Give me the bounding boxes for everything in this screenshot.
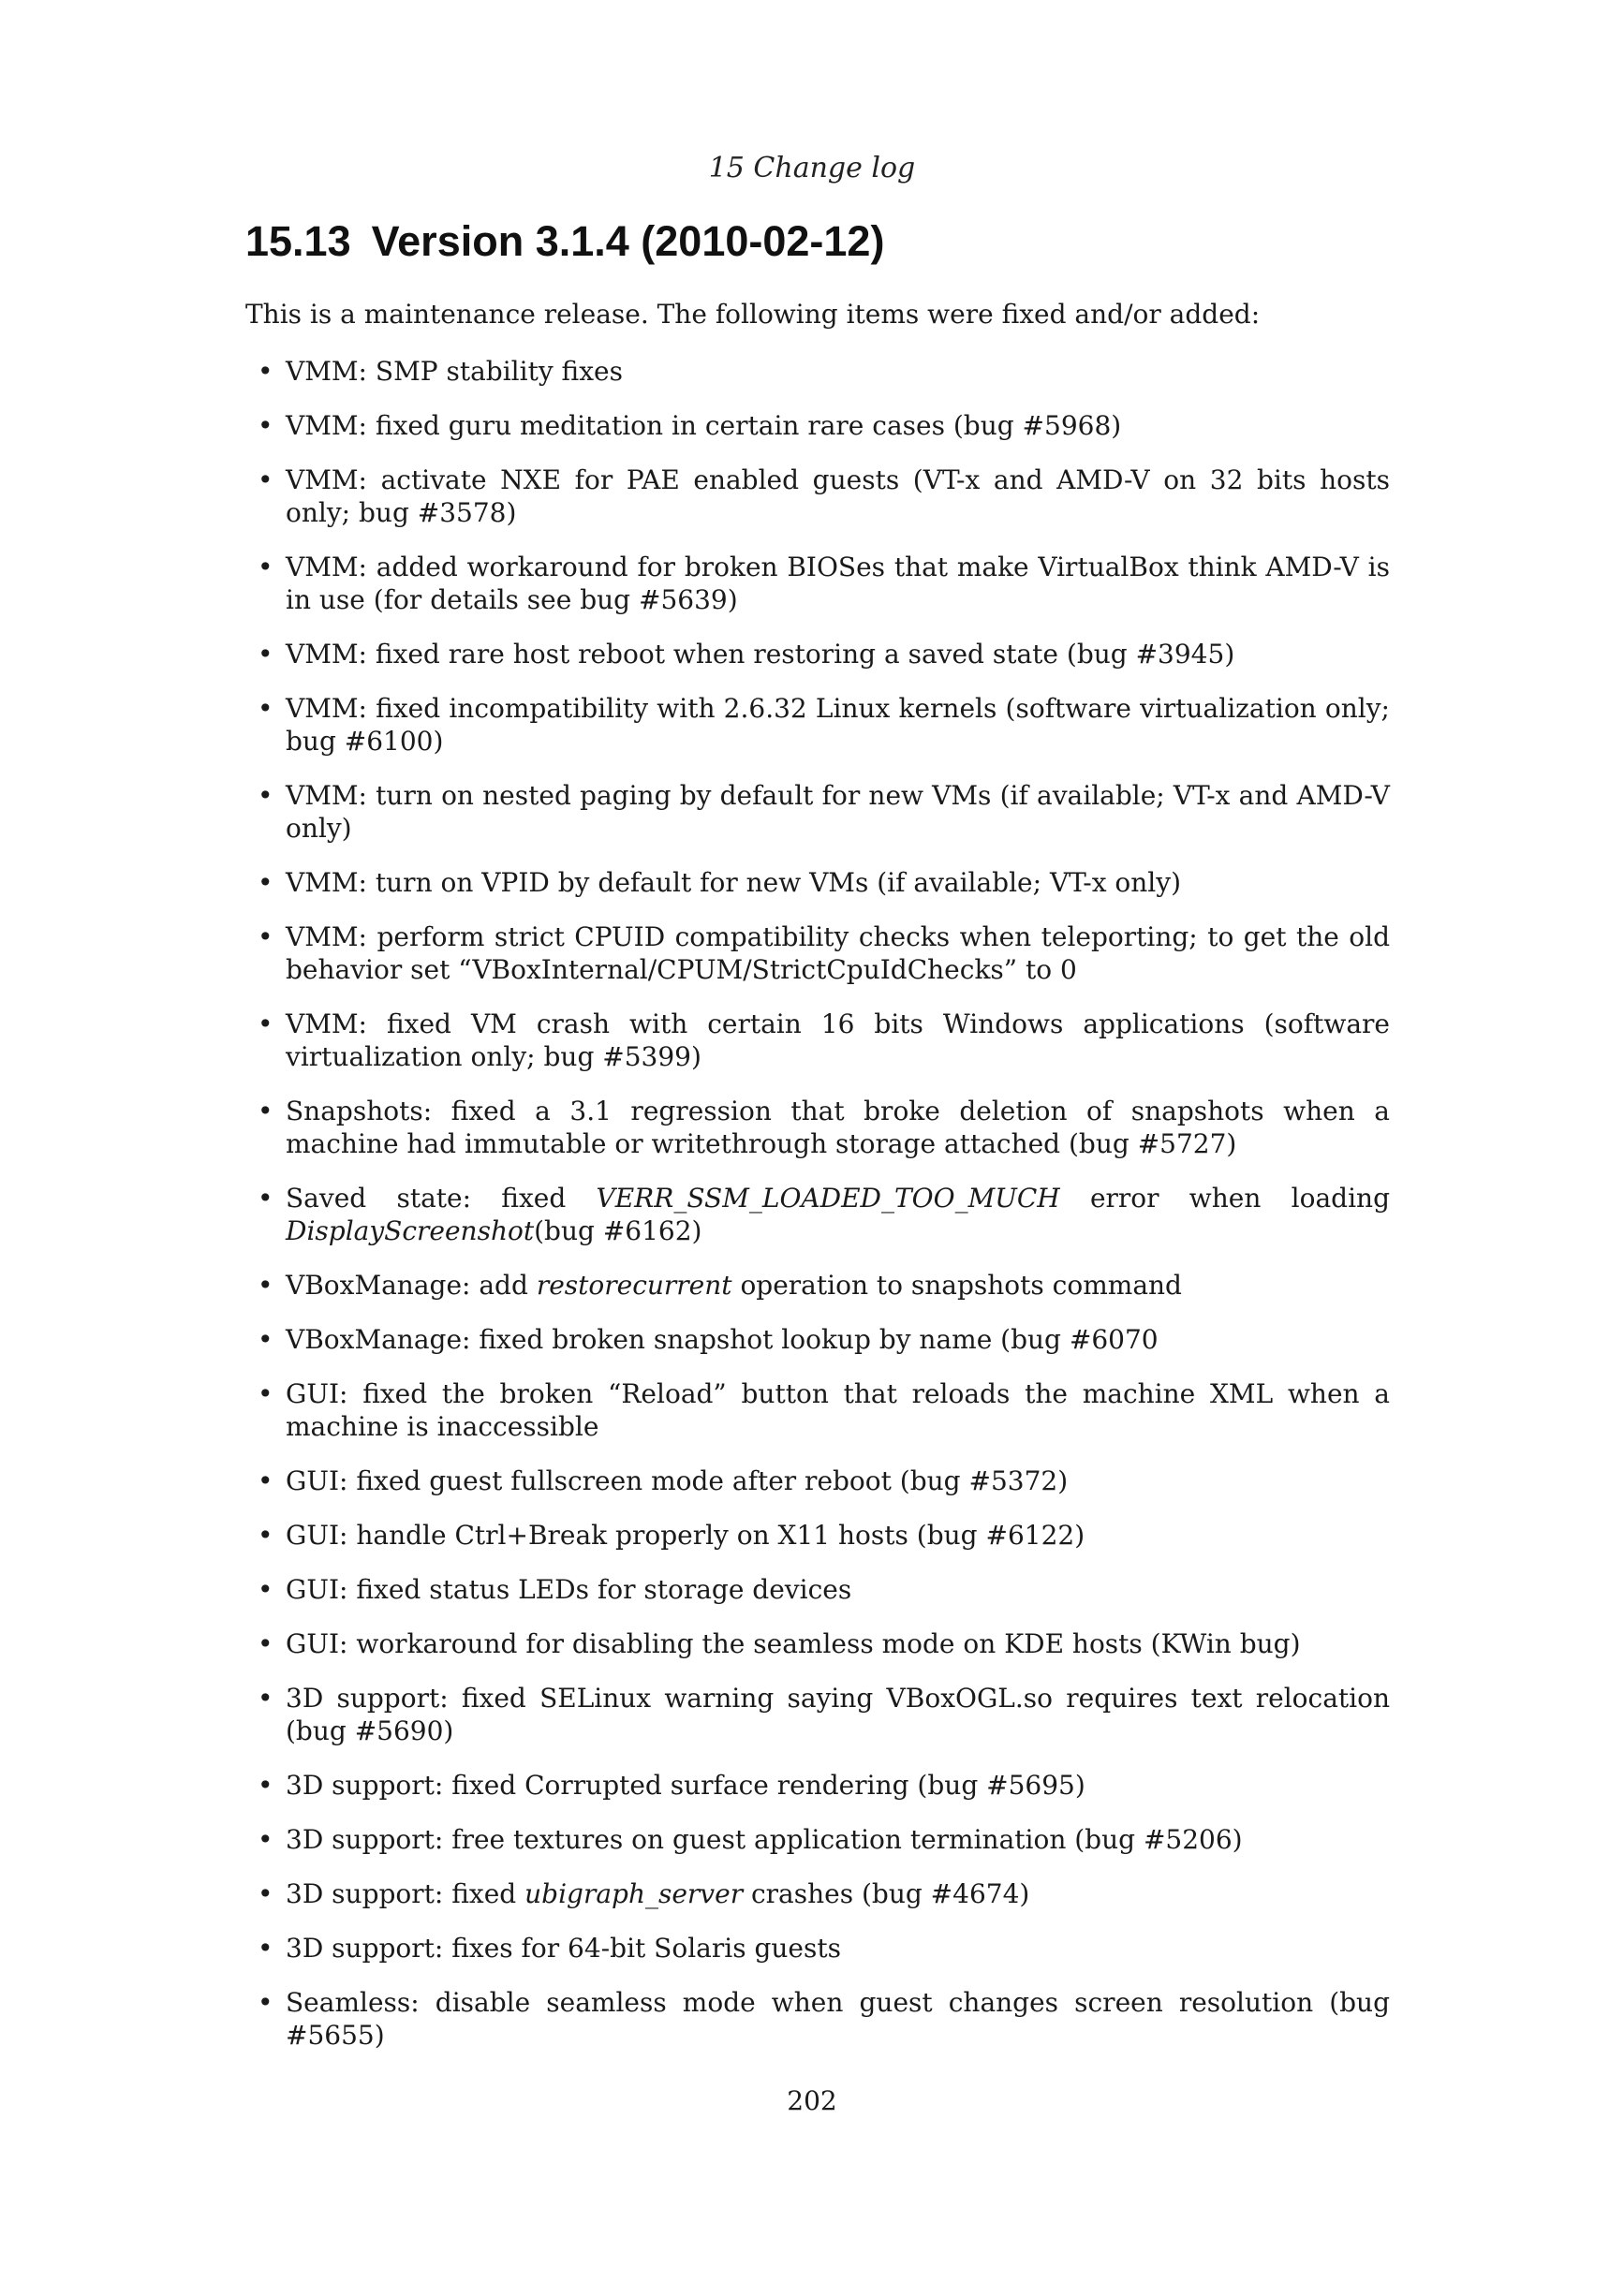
list-item <box>258 779 1390 845</box>
item-text: VMM: fixed guru meditation in certain rare cases (bug #5968) <box>286 410 1122 441</box>
item-text: VMM: turn on VPID by default for new VMs (if available; VT-x only) <box>286 867 1181 898</box>
bullet-icon: • <box>258 1824 273 1855</box>
item-text: VMM: perform strict CPUID compatibility checks when teleporting; to get the old behavior set “VBoxInternal/CPUM/StrictCpuIdChecks” to 0 <box>286 921 1390 985</box>
list-item <box>258 1932 1390 1965</box>
bullet-icon: • <box>258 1628 273 1659</box>
list-item <box>258 1377 1390 1443</box>
list-item <box>258 1682 1390 1747</box>
item-text: GUI: fixed guest fullscreen mode after reboot (bug #5372) <box>286 1465 1069 1496</box>
item-text: 3D support: fixed SELinux warning saying VBoxOGL.so requires text relocation (bug #5690) <box>286 1683 1390 1746</box>
bullet-icon: • <box>258 1683 273 1714</box>
item-text: 3D support: fixed <box>286 1878 525 1909</box>
section-title <box>245 217 884 266</box>
intro-paragraph: This is a maintenance release. The following items were fixed and/or added: <box>245 299 1261 330</box>
list-item <box>258 1823 1390 1856</box>
program-name-text: ubigraph_server <box>524 1878 744 1909</box>
bullet-icon: • <box>258 1465 273 1496</box>
list-item <box>258 1269 1390 1302</box>
list-item <box>258 1182 1391 1247</box>
list-item <box>258 551 1390 616</box>
bullet-icon: • <box>258 356 273 387</box>
bullet-icon: • <box>258 464 273 495</box>
item-text: VBoxManage: add <box>286 1270 537 1301</box>
list-item <box>258 1323 1390 1356</box>
item-text: GUI: fixed status LEDs for storage devices <box>286 1574 852 1605</box>
list-item <box>258 866 1390 899</box>
error-code-text: VERR_SSM_LOADED_TOO_MUCH <box>596 1183 1060 1214</box>
page-number: 202 <box>787 2085 837 2116</box>
list-item <box>258 1986 1390 2052</box>
bullet-icon: • <box>258 1096 273 1126</box>
item-text: GUI: workaround for disabling the seamless mode on KDE hosts (KWin bug) <box>286 1628 1301 1659</box>
section-heading-text: Version 3.1.4 (2010-02-12) <box>371 217 885 265</box>
list-item <box>258 692 1390 758</box>
item-text: VMM: SMP stability fixes <box>286 356 623 387</box>
list-item <box>258 638 1390 670</box>
item-text: VMM: added workaround for broken BIOSes that make VirtualBox think AMD-V is in use (for details see bug #5639) <box>286 552 1390 615</box>
item-text: 3D support: fixes for 64-bit Solaris guests <box>286 1933 841 1964</box>
bullet-icon: • <box>258 1270 273 1301</box>
bullet-icon: • <box>258 1933 273 1964</box>
bullet-icon: • <box>258 1183 273 1214</box>
bullet-icon: • <box>258 1574 273 1605</box>
command-term-text: restorecurrent <box>536 1270 732 1301</box>
changelog-list <box>258 355 1391 2073</box>
item-text: crashes (bug #4674) <box>743 1878 1030 1909</box>
item-text: VMM: fixed VM crash with certain 16 bits Windows applications (software virtualization only; bug #5399) <box>286 1008 1390 1072</box>
bullet-icon: • <box>258 1987 273 2018</box>
list-item <box>258 1877 1390 1910</box>
section-number: 15.13 <box>245 217 351 265</box>
bullet-icon: • <box>258 867 273 898</box>
list-item <box>258 464 1390 529</box>
item-text: Saved state: fixed <box>286 1183 597 1214</box>
bullet-icon: • <box>258 1520 273 1551</box>
bullet-icon: • <box>258 1878 273 1909</box>
list-item <box>258 409 1390 442</box>
bullet-icon: • <box>258 410 273 441</box>
list-item <box>258 1573 1390 1606</box>
list-item <box>258 1095 1390 1160</box>
item-text: VMM: turn on nested paging by default for new VMs (if available; VT-x and AMD-V only) <box>286 780 1390 844</box>
item-text: Snapshots: fixed a 3.1 regression that broke deletion of snapshots when a machine had immutable or writethrough storage attached (bug #5727) <box>286 1096 1390 1159</box>
bullet-icon: • <box>258 780 273 811</box>
bullet-icon: • <box>258 693 273 724</box>
running-header: 15 Change log <box>708 152 916 184</box>
item-text: VMM: fixed rare host reboot when restoring a saved state (bug #3945) <box>286 639 1235 670</box>
item-text: VMM: activate NXE for PAE enabled guests (VT-x and AMD-V on 32 bits hosts only; bug #3578) <box>286 464 1390 528</box>
list-item <box>258 1519 1390 1552</box>
list-item <box>258 1627 1390 1660</box>
bullet-icon: • <box>258 1770 273 1801</box>
bullet-icon: • <box>258 1378 273 1409</box>
bullet-icon: • <box>258 1008 273 1039</box>
item-text: VBoxManage: fixed broken snapshot lookup by name (bug #6070 <box>286 1324 1159 1355</box>
item-text: error when loading <box>1059 1183 1391 1214</box>
item-text: GUI: handle Ctrl+Break properly on X11 hosts (bug #6122) <box>286 1520 1085 1551</box>
list-item <box>258 1769 1390 1802</box>
item-text: (bug #6162) <box>534 1215 702 1246</box>
bullet-icon: • <box>258 1324 273 1355</box>
item-text: GUI: fixed the broken “Reload” button that reloads the machine XML when a machine is inaccessible <box>286 1378 1390 1442</box>
list-item <box>258 355 1390 388</box>
item-text: Seamless: disable seamless mode when guest changes screen resolution (bug #5655) <box>286 1987 1390 2051</box>
screenshot-term-text: DisplayScreenshot <box>286 1215 535 1246</box>
item-text: VMM: fixed incompatibility with 2.6.32 Linux kernels (software virtualization only; bug #6100) <box>286 693 1390 757</box>
bullet-icon: • <box>258 639 273 670</box>
bullet-icon: • <box>258 552 273 582</box>
list-item <box>258 1464 1390 1497</box>
list-item <box>258 920 1390 986</box>
item-text: 3D support: free textures on guest application termination (bug #5206) <box>286 1824 1243 1855</box>
item-text: operation to snapshots command <box>731 1270 1182 1301</box>
item-text: 3D support: fixed Corrupted surface rendering (bug #5695) <box>286 1770 1085 1801</box>
bullet-icon: • <box>258 921 273 952</box>
list-item <box>258 1008 1390 1073</box>
